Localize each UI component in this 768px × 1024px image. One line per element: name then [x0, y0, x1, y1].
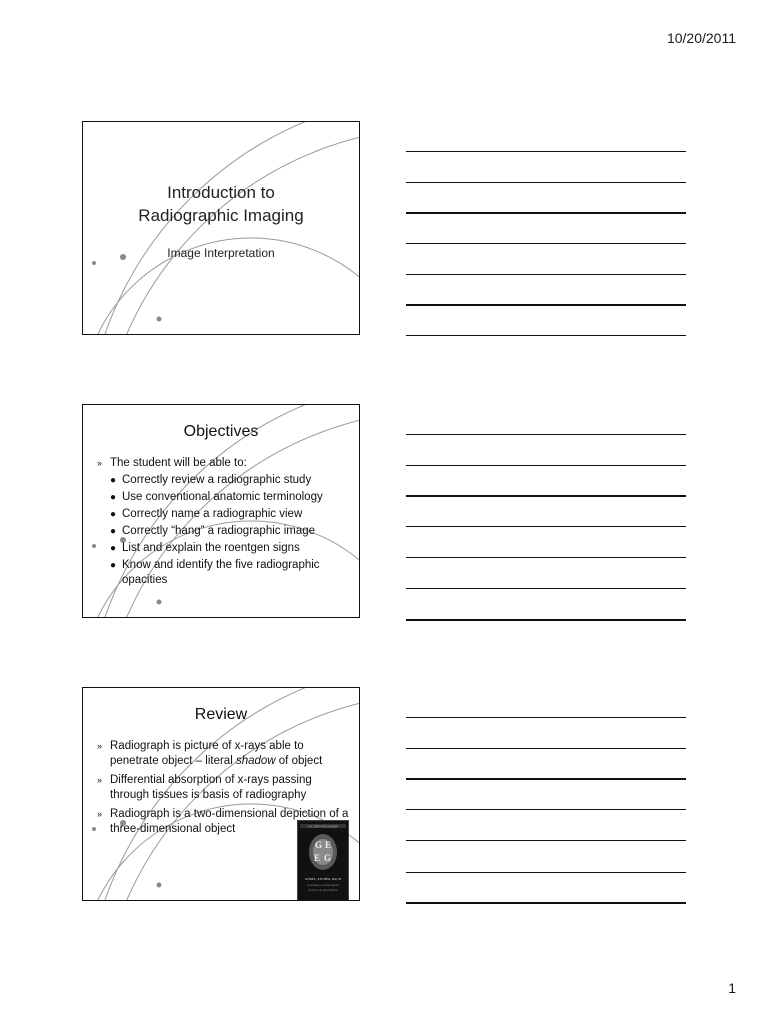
objectives-intro: The student will be able to: [110, 457, 247, 469]
note-line [406, 243, 686, 244]
slide-objectives [82, 404, 360, 618]
book-subtitle: AN ETERNAL GOLDEN BRAID [306, 885, 340, 887]
note-line [406, 778, 686, 780]
note-line [406, 748, 686, 749]
note-line [406, 212, 686, 214]
note-line [406, 840, 686, 841]
slide-subtitle: Image Interpretation [167, 246, 275, 260]
page-date: 10/20/2011 [666, 30, 736, 46]
note-line [406, 902, 686, 904]
list-item: ● List and explain the roentgen signs [110, 542, 300, 554]
slide-review [82, 687, 360, 901]
book-letter: G [324, 853, 332, 863]
bullet-marker: » [97, 809, 103, 819]
slide-title-text [83, 181, 359, 227]
book-title: GÖDEL, ESCHER, BACH [304, 877, 342, 881]
slide-title [82, 121, 360, 335]
note-line [406, 809, 686, 810]
note-line [406, 151, 686, 152]
note-line [406, 304, 686, 306]
book-letter: E [314, 853, 321, 863]
bullet-dot: ● [110, 560, 117, 571]
note-line [406, 717, 686, 718]
list-item: ● Know and identify the five radiographic opacities [110, 559, 320, 586]
title-line-2: Radiographic Imaging [138, 206, 304, 225]
slide-heading: Objectives [183, 423, 259, 440]
note-line [406, 619, 686, 621]
note-line [406, 465, 686, 466]
list-item: ● Correctly “hang” a radiographic image [110, 525, 316, 537]
list-item: ● Use conventional anatomic terminology [110, 491, 323, 503]
note-line [406, 526, 686, 527]
bullet-dot: ● [110, 543, 117, 554]
title-line-1: Introduction to [167, 183, 275, 202]
objectives-list [97, 456, 349, 588]
page-number: 1 [728, 980, 736, 996]
bullet-dot: ● [110, 492, 117, 503]
bullet-dot: ● [110, 475, 117, 486]
note-line [406, 335, 686, 336]
bullet-marker: » [97, 458, 103, 468]
book-author: DOUGLAS R. HOFSTADTER [308, 890, 338, 892]
note-line [406, 434, 686, 435]
book-letter: E [325, 840, 332, 850]
note-line [406, 495, 686, 497]
book-letter: G [315, 840, 323, 850]
book-top-band: PULITZER PRIZE WINNER [308, 825, 338, 829]
objectives-sublist [110, 473, 349, 588]
note-line [406, 274, 686, 275]
note-line [406, 182, 686, 183]
list-item: » Differential absorption of x-rays passing through tissues is basis of radiography [97, 774, 312, 801]
note-line [406, 588, 686, 589]
book-cover-image [297, 820, 349, 901]
bullet-marker: » [97, 775, 103, 785]
bullet-marker: » [97, 741, 103, 751]
list-item: ● Correctly review a radiographic study [110, 474, 312, 486]
slide-heading: Review [194, 706, 248, 723]
decorative-arcs [83, 122, 360, 335]
list-item: ● Correctly name a radiographic view [110, 508, 303, 520]
bullet-dot: ● [110, 509, 117, 520]
list-item [97, 456, 349, 588]
note-line [406, 872, 686, 873]
bullet-dot: ● [110, 526, 117, 537]
list-item: » Radiograph is a two-dimensional depiction of a three-dimensional object [97, 808, 349, 835]
note-line [406, 557, 686, 558]
list-item: » Radiograph is picture of x-rays able to penetrate object – literal shadow of object [97, 740, 323, 767]
